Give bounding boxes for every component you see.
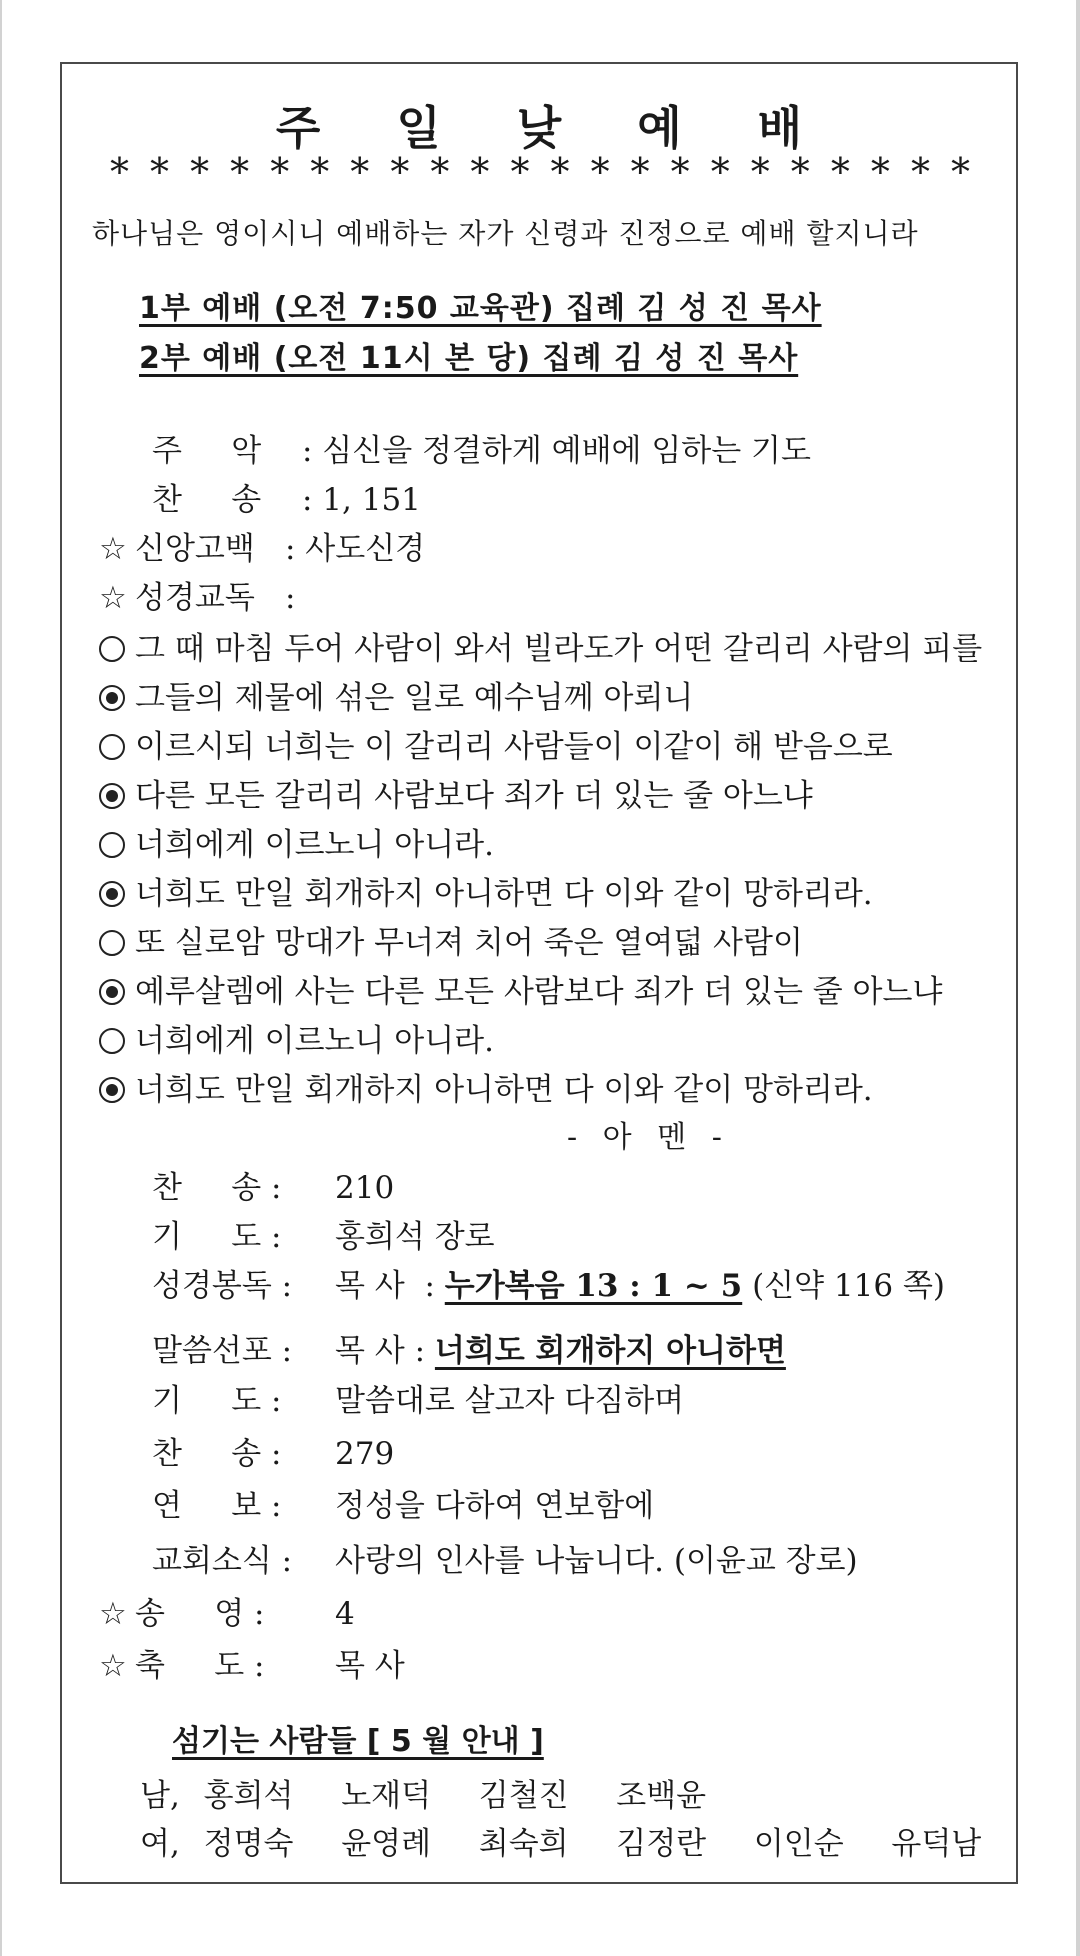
filled-circle-icon: [99, 1077, 125, 1103]
service-first: 1부 예배 (오전 7:50 교육관) 집례 김 성 진 목사: [139, 291, 822, 326]
prayer-row-1: 기 도 : 홍희석 장로: [152, 1219, 495, 1255]
scripture-subtitle: 하나님은 영이시니 예배하는 자가 신령과 진정으로 예배 할지니라: [92, 217, 919, 250]
reading-line-text: 예루살렘에 사는 다른 모든 사람보다 죄가 더 있는 줄 아느냐: [135, 974, 943, 1010]
reading-line: [99, 1064, 873, 1109]
reading-line-text: 또 실로암 망대가 무너져 치어 죽은 열여덟 사람이: [135, 925, 803, 961]
hymn-row-3: 찬 송 : 279: [152, 1436, 395, 1472]
hymn-row-1: [152, 474, 421, 519]
star-icon: ☆: [99, 1648, 127, 1684]
offering-row: 연 보 : 정성을 다하여 연보함에: [152, 1488, 655, 1524]
empty-circle-icon: [99, 734, 125, 760]
star-rule-mark: *: [830, 150, 850, 194]
star-rule-mark: *: [870, 150, 890, 194]
hymn-row-2: 찬 송 : 210: [152, 1170, 395, 1206]
star-icon: ☆: [99, 580, 127, 616]
filled-circle-icon: [99, 783, 125, 809]
creed-row: [99, 523, 425, 568]
star-rule-mark: *: [910, 150, 930, 194]
ushers-women: 여, 정명숙 윤영례 최숙희 김정란 이인순 유덕남: [140, 1826, 982, 1862]
reading-line-text: 이르시되 너희는 이 갈리리 사람들이 이같이 해 받음으로: [135, 729, 893, 765]
empty-circle-icon: [99, 930, 125, 956]
reading-line-text: 그 때 마침 두어 사람이 와서 빌라도가 어떤 갈리리 사람의 피를: [135, 631, 983, 667]
prelude-value: : 심신을 정결하게 예배에 임하는 기도: [302, 433, 811, 469]
benediction-row: ☆ 축 도 : 목 사: [99, 1648, 405, 1684]
empty-circle-icon: [99, 1028, 125, 1054]
star-rule-mark: *: [150, 150, 170, 194]
hymn-value-1: : 1, 151: [302, 482, 421, 518]
reading-line-text: 너희에게 이르노니 아니라.: [135, 1023, 494, 1059]
scripture-page: (신약 116 쪽): [752, 1268, 945, 1304]
reading-line: [99, 770, 813, 815]
star-rule-mark: *: [630, 150, 650, 194]
reading-line-text: 너희도 만일 회개하지 아니하면 다 이와 같이 망하리라.: [135, 876, 873, 912]
star-rule-mark: *: [310, 150, 330, 194]
star-rule-mark: *: [190, 150, 210, 194]
prelude-row: [152, 425, 811, 470]
star-rule-mark: *: [750, 150, 770, 194]
star-icon: ☆: [99, 531, 127, 567]
reading-line: [99, 623, 982, 668]
reading-line-text: 다른 모든 갈리리 사람보다 죄가 더 있는 줄 아느냐: [135, 778, 813, 814]
reading-line: [99, 966, 942, 1011]
scripture-reference: 누가복음 13 : 1 ~ 5: [444, 1268, 743, 1304]
sermon-row: 말씀선포 : 목 사 : 너희도 회개하지 아니하면: [152, 1333, 786, 1369]
star-rule-mark: *: [110, 150, 129, 194]
sermon-title: 너희도 회개하지 아니하면: [434, 1333, 786, 1369]
star-rule-mark: *: [710, 150, 730, 194]
amen: - 아 멘 -: [567, 1120, 730, 1155]
star-divider: [110, 150, 970, 194]
reading-line: [99, 1015, 494, 1060]
page-title: 주 일 낮 예 배: [275, 101, 833, 155]
star-rule-mark: *: [270, 150, 290, 194]
star-rule-mark: *: [390, 150, 410, 194]
creed-label: 신앙고백: [135, 531, 255, 567]
scripture-row: 성경봉독 : 목 사 : 누가복음 13 : 1 ~ 5 (신약 116 쪽): [152, 1268, 945, 1304]
reading-line-text: 너희도 만일 회개하지 아니하면 다 이와 같이 망하리라.: [135, 1072, 873, 1108]
filled-circle-icon: [99, 685, 125, 711]
hymn-label-1: 찬 송: [152, 482, 262, 518]
reading-line: [99, 721, 893, 766]
doxology-row: ☆ 송 영 : 4: [99, 1596, 355, 1632]
star-icon: ☆: [99, 1596, 127, 1632]
reading-line-text: 그들의 제물에 섞은 일로 예수님께 아뢰니: [135, 680, 694, 716]
empty-circle-icon: [99, 636, 125, 662]
filled-circle-icon: [99, 979, 125, 1005]
prayer-row-2: 기 도 : 말씀대로 살고자 다짐하며: [152, 1383, 685, 1419]
ushers-title: 섬기는 사람들 [ 5 월 안내 ]: [172, 1724, 544, 1759]
empty-circle-icon: [99, 832, 125, 858]
bulletin-page: [2, 0, 1076, 1956]
star-rule-mark: *: [590, 150, 610, 194]
reading-line: [99, 868, 873, 913]
reading-line: [99, 819, 494, 864]
prelude-label: 주 악: [152, 433, 262, 469]
creed-value: : 사도신경: [285, 531, 426, 567]
reading-line: [99, 672, 693, 717]
service-second: 2부 예배 (오전 11시 본 당) 집례 김 성 진 목사: [139, 341, 799, 376]
church-news-row: 교회소식 : 사랑의 인사를 나눕니다. (이윤교 장로): [152, 1543, 858, 1579]
ushers-men: 남, 홍희석 노재덕 김철진 조백윤: [140, 1778, 707, 1814]
star-rule-mark: *: [550, 150, 570, 194]
star-rule-mark: *: [430, 150, 450, 194]
star-rule-mark: *: [670, 150, 690, 194]
reading-value: :: [285, 580, 296, 616]
reading-label: 성경교독: [135, 580, 255, 616]
star-rule-mark: *: [350, 150, 370, 194]
filled-circle-icon: [99, 881, 125, 907]
star-rule-mark: *: [790, 150, 810, 194]
reading-row: [99, 572, 295, 617]
star-rule-mark: *: [470, 150, 490, 194]
reading-line-text: 너희에게 이르노니 아니라.: [135, 827, 494, 863]
star-rule-mark: *: [230, 150, 250, 194]
star-rule-mark: *: [510, 150, 530, 194]
reading-line: [99, 917, 803, 962]
star-rule-mark: *: [950, 150, 970, 194]
